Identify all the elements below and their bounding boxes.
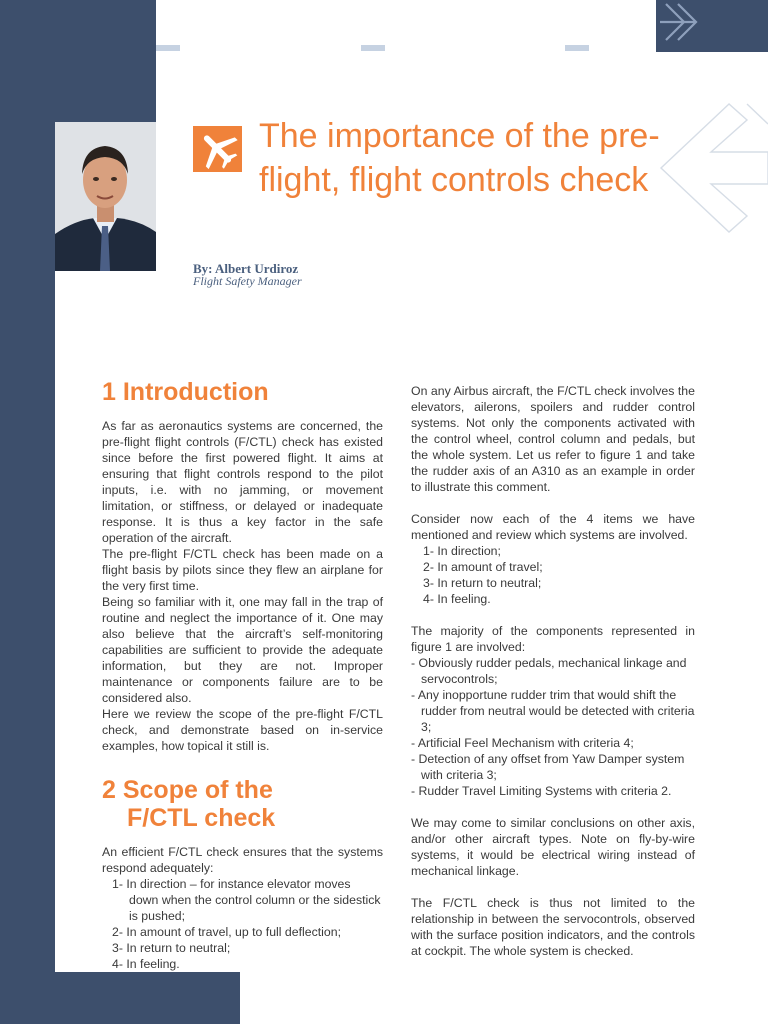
list-item: - Detection of any offset from Yaw Damper system with criteria 3; bbox=[411, 752, 685, 782]
bottom-navy-block bbox=[55, 972, 240, 1024]
divider-dash bbox=[156, 45, 180, 51]
list-item: 3- In return to neutral; bbox=[423, 576, 542, 590]
scope-list bbox=[102, 876, 383, 972]
left-column bbox=[102, 378, 383, 972]
body-paragraph: We may come to similar conclusions on other axis, and/or other aircraft types. Note on fly-by-wire systems, it would be electrical wiring instead of mechanical linkage. bbox=[411, 816, 695, 878]
components-list bbox=[411, 655, 695, 799]
intro-paragraph: Being so familiar with it, one may fall in the trap of routine and neglect the importance of it. One may also believe that the aircraft’s self-monitoring capabilities are sufficient to provide the adequate information, but they are not. Improper maintenance or components failure are to be considered also. bbox=[102, 595, 383, 705]
divider-dash bbox=[361, 45, 385, 51]
list-item: 4- In feeling. bbox=[423, 592, 491, 606]
list-item: - Any inopportune rudder trim that would shift the rudder from neutral would be detected with criteria 3; bbox=[411, 688, 695, 734]
scope-paragraph: An efficient F/CTL check ensures that the systems respond adequately: bbox=[102, 845, 383, 875]
heading-scope-line1: 2 Scope of the bbox=[102, 776, 273, 804]
list-item: 3- In return to neutral; bbox=[112, 941, 231, 955]
plane-icon-box bbox=[193, 126, 242, 172]
heading-introduction: 1 Introduction bbox=[102, 378, 269, 406]
left-navy-band bbox=[0, 0, 55, 1024]
list-item: 4- In feeling. bbox=[112, 957, 180, 971]
list-item: - Rudder Travel Limiting Systems with criteria 2. bbox=[411, 784, 672, 798]
corner-navy-box bbox=[656, 0, 768, 52]
heading-scope bbox=[102, 776, 383, 832]
list-item: 1- In direction – for instance elevator moves down when the control column or the sidestick is pushed; bbox=[112, 877, 381, 923]
chevron-arrow-right-icon bbox=[656, 0, 768, 52]
heading-scope-line2: F/CTL check bbox=[127, 804, 276, 832]
body-paragraph: On any Airbus aircraft, the F/CTL check involves the elevators, ailerons, spoilers and rudder control systems. Not only the components activated with the control wheel, control column and pedals, but the whole system. Let us refer to figure 1 and take the rudder axis of an A310 as an example in order to illustrate this comment. bbox=[411, 384, 695, 494]
intro-paragraph: Here we review the scope of the pre-flight F/CTL check, and demonstrate based on in-service examples, how topical it still is. bbox=[102, 707, 383, 753]
author-role: Flight Safety Manager bbox=[193, 274, 302, 288]
airplane-icon bbox=[193, 126, 242, 172]
body-paragraph: The majority of the components represented in figure 1 are involved: bbox=[411, 624, 695, 654]
list-item: 2- In amount of travel, up to full deflection; bbox=[112, 925, 341, 939]
outline-arrow-left-icon bbox=[655, 100, 768, 235]
article-title: The importance of the pre-flight, flight controls check bbox=[259, 117, 660, 199]
decorative-arrow bbox=[655, 100, 768, 235]
list-item: - Obviously rudder pedals, mechanical linkage and servocontrols; bbox=[411, 656, 687, 686]
body-paragraph: Consider now each of the 4 items we have mentioned and review which systems are involved. bbox=[411, 512, 695, 542]
author-byline: By: Albert Urdiroz bbox=[193, 261, 299, 276]
list-item: 2- In amount of travel; bbox=[423, 560, 543, 574]
intro-paragraph: The pre-flight F/CTL check has been made on a flight basis by pilots since they flew an airplane for the very first time. bbox=[102, 547, 383, 593]
right-column bbox=[411, 383, 695, 959]
criteria-list bbox=[411, 543, 695, 607]
divider-dash bbox=[565, 45, 589, 51]
author-photo bbox=[55, 122, 156, 271]
list-item: 1- In direction; bbox=[423, 544, 501, 558]
body-paragraph: The F/CTL check is thus not limited to the relationship in between the servocontrols, observed with the surface position indicators, and the controls at cockpit. The whole system is checked. bbox=[411, 896, 695, 958]
list-item: - Artificial Feel Mechanism with criteria 4; bbox=[411, 736, 634, 750]
top-navy-block bbox=[55, 0, 156, 122]
intro-paragraph: As far as aeronautics systems are concerned, the pre-flight flight controls (F/CTL) check has existed since before the first powered flight. It aims at ensuring that flight controls respond to the pilot inputs, i.e. with no jamming, or movement limitation, or stiffness, or delayed or inadequate response. It is thus a key factor in the safe operation of the aircraft. bbox=[102, 419, 383, 545]
